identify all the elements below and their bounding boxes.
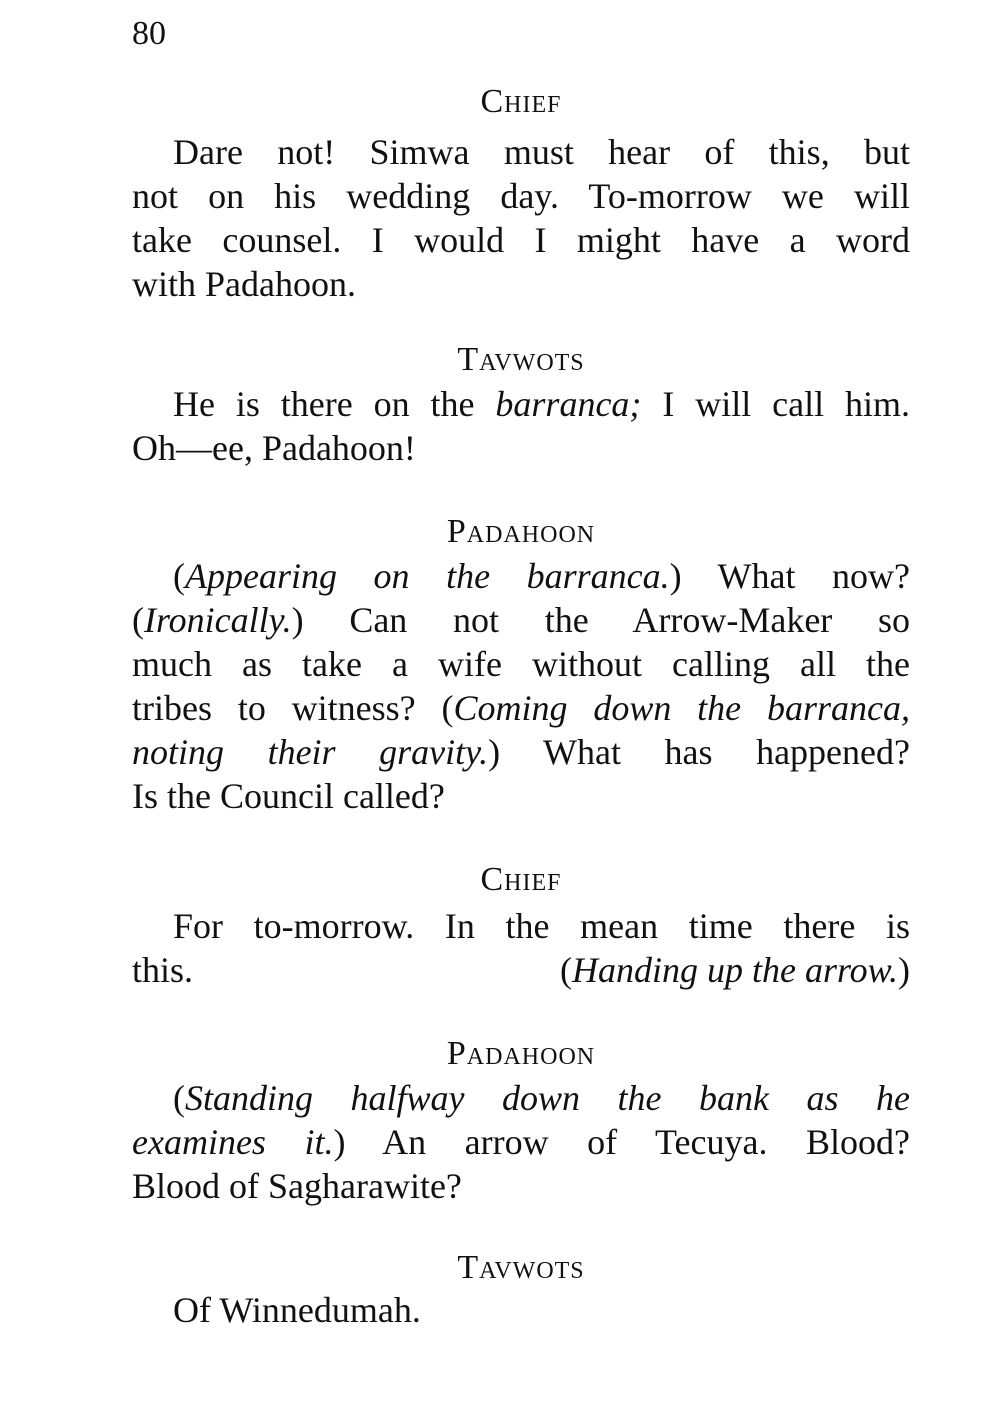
speaker-name: Tavwots xyxy=(457,1249,585,1286)
stage-direction: examines it. xyxy=(132,1122,334,1162)
speech-line: not on his wedding day. To-morrow we will xyxy=(132,176,910,216)
speech-line: much as take a wife without calling all the xyxy=(132,644,910,684)
speaker-name: Padahoon xyxy=(446,1035,596,1072)
speech xyxy=(132,1288,910,1332)
stage-direction: Coming down the barranca, xyxy=(453,688,910,728)
speaker-name: Chief xyxy=(480,83,562,120)
speech-line: this. (Handing up the arrow.) xyxy=(132,950,910,990)
stage-direction: Appearing on the barranca. xyxy=(185,556,670,596)
speech-line: Is the Council called? xyxy=(132,776,445,816)
stage-direction: Ironically. xyxy=(144,600,292,640)
speech-line: examines it.) An arrow of Tecuya. Blood? xyxy=(132,1122,910,1162)
stage-direction-group: (Handing up the arrow.) xyxy=(559,950,910,990)
speaker-name: Chief xyxy=(480,861,562,898)
speech xyxy=(132,382,910,470)
page-number: 80 xyxy=(132,15,166,52)
speech-line: with Padahoon. xyxy=(132,264,356,304)
speech xyxy=(132,554,910,818)
speech-line: noting their gravity.) What has happened? xyxy=(132,732,910,772)
speech-line: take counsel. I would I might have a word xyxy=(132,220,910,260)
speech-line: Oh—ee, Padahoon! xyxy=(132,428,416,468)
speech-line: Dare not! Simwa must hear of this, but xyxy=(173,132,910,172)
speech-line: (Standing halfway down the bank as he xyxy=(173,1078,910,1118)
speech-line: For to-morrow. In the mean time there is xyxy=(173,906,910,946)
speech-line: He is there on the barranca; I will call him. xyxy=(173,384,910,424)
speech-line: tribes to witness? (Coming down the barranca, xyxy=(132,688,910,728)
stage-direction: barranca; xyxy=(495,384,642,424)
speech xyxy=(132,1076,910,1208)
speech-line: Of Winnedumah. xyxy=(173,1290,421,1330)
speech-line: (Appearing on the barranca.) What now? xyxy=(173,556,910,596)
speaker-name: Tavwots xyxy=(457,341,585,378)
speech-line: Blood of Sagharawite? xyxy=(132,1166,462,1206)
speech xyxy=(132,130,910,306)
speaker-name: Padahoon xyxy=(446,513,596,550)
stage-direction: noting their gravity. xyxy=(132,732,489,772)
speech-line: (Ironically.) Can not the Arrow-Maker so xyxy=(132,600,910,640)
stage-direction: Standing halfway down the bank as he xyxy=(185,1078,910,1118)
stage-direction: Handing up the arrow. xyxy=(571,950,898,990)
speech xyxy=(132,904,910,992)
